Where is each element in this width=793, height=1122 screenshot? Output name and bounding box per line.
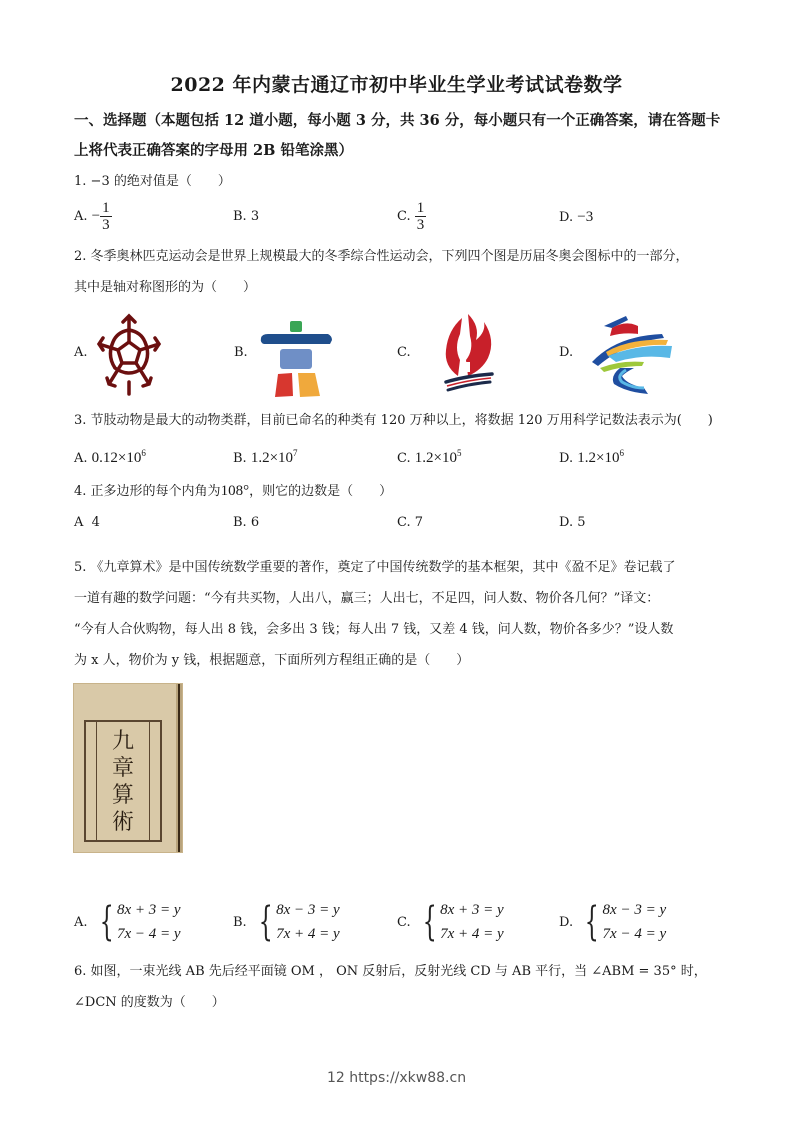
q4-option-d[interactable]: D. 5 (559, 515, 586, 530)
question-6-stem: 6. 如图，一束光线 AB 先后经平面镜 OM ， ON 反射后，反射光线 CD 与 AB 平行，当 ∠ABM = 35° 时， ∠DCN 的度数为（ ） (74, 964, 707, 1010)
book-title-frame (84, 720, 162, 842)
beijing-2022-emblem-icon[interactable] (586, 312, 678, 398)
book-spine (178, 684, 180, 852)
q5-option-a[interactable]: A. { 8x + 3 = y 7x − 4 = y (74, 899, 181, 945)
q2-option-c-label[interactable]: C. (397, 345, 411, 360)
q4-option-c[interactable]: C. 7 (397, 515, 424, 530)
q1-option-a[interactable]: A. − $\frac{1}{3}$ (74, 200, 110, 233)
q3-option-d[interactable]: D. $1.2\times 10^6$ (559, 448, 624, 466)
q1-option-b[interactable]: B. 3 (233, 209, 260, 224)
inukshuk-emblem-icon[interactable] (258, 318, 334, 398)
q3-option-c[interactable]: C. $1.2\times 10^5$ (397, 448, 462, 466)
q4-option-b[interactable]: B. 6 (233, 515, 260, 530)
question-2-stem: 2. 冬季奥林匹克运动会是世界上规模最大的冬季综合性运动会，下列四个图是历届冬奥会图标中的一部分， 其中是轴对称图形的为（ ） (74, 249, 689, 295)
question-4-stem: 4. 正多边形的每个内角为108°，则它的边数是（ ） (74, 483, 393, 499)
section-heading: 一、选择题（本题包括 12 道小题，每小题 3 分，共 36 分，每小题只有一个正确答案，请在答题卡上将代表正确答案的字母用 2B 铅笔涂黑） (74, 112, 721, 159)
q2-option-d-label[interactable]: D. (559, 345, 574, 360)
q1-option-d[interactable]: D. −3 (559, 209, 594, 225)
q1-option-c[interactable]: C. $\frac{1}{3}$ (397, 200, 425, 233)
book-char: 術 (111, 810, 134, 835)
q5-option-b[interactable]: B. { 8x − 3 = y 7x + 4 = y (233, 899, 340, 945)
snowflake-emblem-icon[interactable] (97, 312, 161, 396)
page-footer: 12 https://xkw88.cn (326, 1070, 467, 1086)
q4-option-a[interactable]: A 4 (74, 515, 100, 530)
exam-title: 2022 年内蒙古通辽市初中毕业生学业考试试卷数学 (170, 74, 623, 96)
torch-flame-emblem-icon[interactable] (440, 310, 496, 400)
question-1-stem: 1. −3 的绝对值是（ ） (74, 174, 231, 189)
book-char: 章 (111, 756, 134, 781)
q3-option-a[interactable]: A. $0.12\times 10^6$ (74, 448, 146, 466)
book-cover-image (73, 683, 183, 853)
question-3-stem: 3. 节肢动物是最大的动物类群，目前已命名的种类有 120 万种以上，将数据 120 万用科学记数法表示为( ) (74, 413, 713, 428)
q5-option-c[interactable]: C. { 8x + 3 = y 7x + 4 = y (397, 899, 504, 945)
question-5-stem: 5. 《九章算术》是中国传统数学重要的著作，奠定了中国传统数学的基本框架，其中《盈不足》卷记载了 一道有趣的数学问题：“今有共买物，人出八，赢三；人出七，不足四，问人数、物价各几何？”译文： “今有人合伙购物，每人出 8 钱，会多出 3 钱；每人出 7 钱，又差 4 钱，问人数，物价各多少？”设人数 为 x 人，物价为 y 钱，根据题意，下面所列方程组正确的是（ ） (74, 560, 676, 668)
q3-option-b[interactable]: B. $1.2\times 10^7$ (233, 448, 298, 466)
book-char: 算 (111, 783, 134, 808)
q2-option-a-label[interactable]: A. (74, 345, 88, 360)
book-char: 九 (111, 729, 134, 754)
q2-option-b-label[interactable]: B. (234, 345, 248, 360)
q5-option-d[interactable]: D. { 8x − 3 = y 7x − 4 = y (559, 899, 667, 945)
